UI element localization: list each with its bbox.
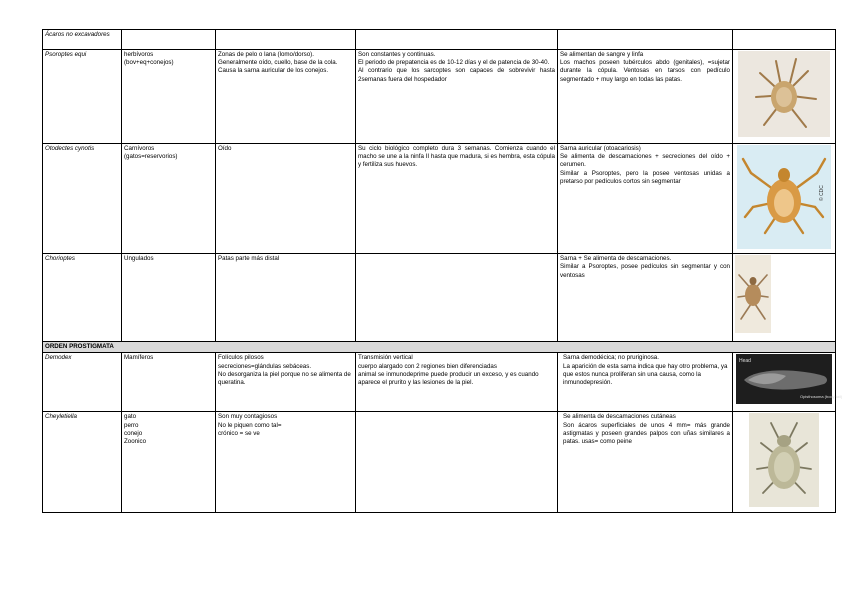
species-cell: Demodex xyxy=(43,353,122,412)
hosts-cell: herbívoros (bov+eq+conejos) xyxy=(122,50,216,144)
species-cell: Cheyletiella xyxy=(43,412,122,512)
chorioptes-mite-icon xyxy=(735,255,771,333)
location-cell: Patas parte más distal xyxy=(216,254,356,342)
cycle-cell: Son constantes y continuas. El periodo de prepatencia es de 10-12 días y el de patencia de 30-40. Al contrario que los sarcoptes son capaces de sobrevivir hasta 2semanas fuera del hospedador xyxy=(356,50,558,144)
cycle-cell xyxy=(356,412,558,512)
psoroptes-mite-icon xyxy=(738,51,830,137)
location-cell: Oído xyxy=(216,144,356,254)
notes-cell: Sarna auricular (otoacariosis) Se alimenta de descamaciones + secreciones del oído + cerumen. Similar a Psoroptes, pero la posee ventosas unidas a pretarso por pedículos cortos sin segmentar xyxy=(558,144,733,254)
image-label-body: Opisthosoma (body tail) xyxy=(800,394,843,400)
image-cell xyxy=(733,412,836,512)
notes-cell: Se alimentan de sangre y linfa Los machos poseen tubérculos abdo (genitales), =sujetar durante la cópula. Ventosas en tarsos con pedículo segmentado + muy largo en todas las patas. xyxy=(558,50,733,144)
image-cell xyxy=(733,254,836,342)
image-cell xyxy=(733,144,836,254)
cycle-cell xyxy=(356,254,558,342)
notes-cell: Se alimenta de descamaciones cutáneas Son ácaros superficiales de unos 4 mm= más grande astigmatas y poseen grandes palpos con uñas similares a patas. usas= como peine xyxy=(558,412,733,512)
notes-cell: Sarna demodécica; no pruriginosa. La aparición de esta sarna indica que hay otro problema, ya que estos nunca proliferan sin una causa, como la inmunodepresión. xyxy=(558,353,733,412)
table-header-row xyxy=(43,30,836,50)
species-cell: Psoroptes equi xyxy=(43,50,122,144)
image-cell xyxy=(733,353,843,412)
hosts-cell: Mamíferos xyxy=(122,353,216,412)
image-cell xyxy=(733,50,836,144)
cycle-cell: Su ciclo biológico completo dura 3 semanas. Comienza cuando el macho se une a la ninfa II hasta que madura, si es hembra, esta cópula y fertiliza sus huevos. xyxy=(356,144,558,254)
notes-cell: Sarna + Se alimenta de descamaciones. Similar a Psoroptes, posee pedículos sin segmentar y con ventosas xyxy=(558,254,733,342)
table-row xyxy=(43,50,836,144)
demodex-mite-icon xyxy=(736,354,843,404)
table-row xyxy=(43,412,836,512)
parasite-table xyxy=(42,29,843,513)
species-cell: Chorioptes xyxy=(43,254,122,342)
hosts-cell: gato perro conejo Zoonico xyxy=(122,412,216,512)
header-cell: Ácaros no excavadores xyxy=(43,30,122,50)
otodectes-mite-icon xyxy=(737,145,831,249)
section-row xyxy=(43,342,836,353)
table-row xyxy=(43,353,836,412)
location-cell: Folículos pilosos secreciones=glándulas sebáceas. No desorganiza la piel porque no se alimenta de queratina. xyxy=(216,353,356,412)
cycle-cell: Transmisión vertical cuerpo alargado con 2 regiones bien diferenciadas animal se inmunodeprime puede producir un exceso, y es cuando aparece el prurito y las lesiones de la piel. xyxy=(356,353,558,412)
species-cell: Otodectes cynotis xyxy=(43,144,122,254)
table-row xyxy=(43,144,836,254)
location-cell: Zonas de pelo o lana (lomo/dorso). Generalmente oído, cuello, base de la cola. Causa la sarna auricular de los conejos. xyxy=(216,50,356,144)
hosts-cell: Carnívoros (gatos=reservorios) xyxy=(122,144,216,254)
cheyletiella-mite-icon xyxy=(749,413,819,507)
hosts-cell: Ungulados xyxy=(122,254,216,342)
section-title: ORDEN PROSTIGMATA xyxy=(43,342,836,353)
image-caption: © CDC xyxy=(819,185,825,201)
location-cell: Son muy contagiosos No le piquen como tal= crónico = se ve xyxy=(216,412,356,512)
table-row xyxy=(43,254,836,342)
image-label-head: Head xyxy=(739,358,751,365)
